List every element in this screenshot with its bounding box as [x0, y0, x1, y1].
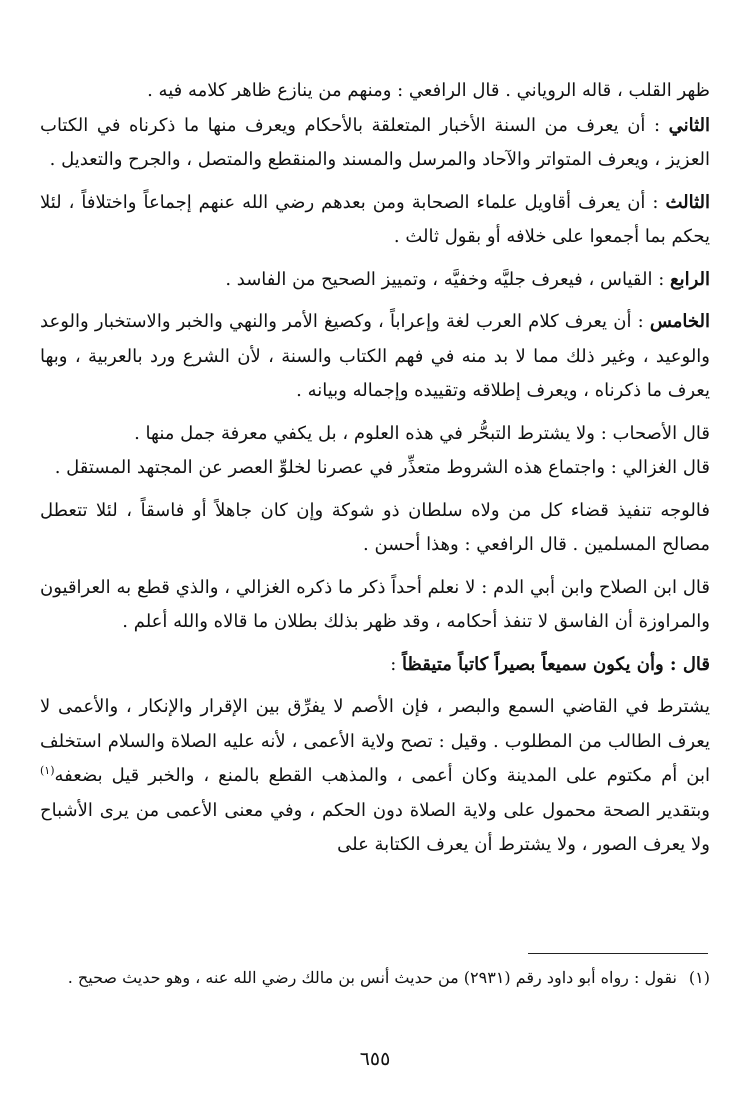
page-number: ٦٥٥	[359, 1048, 391, 1070]
paragraph-1: ظهر القلب ، قاله الروياني . قال الرافعي : ومنهم من ينازع ظاهر كلامه فيه .	[147, 80, 710, 101]
footnote-reference: (١)	[40, 764, 55, 777]
paragraph-4: الرابع : القياس ، فيعرف جليَّه وخفيَّه ، وتمييز الصحيح من الفاسد .	[225, 268, 710, 290]
footnote	[40, 962, 710, 993]
paragraph-label: الثالث	[665, 191, 710, 213]
section-heading: قال : وأن يكون سميعاً بصيراً كاتباً متيقظاً	[402, 653, 710, 675]
paragraph-label: الخامس	[649, 311, 710, 332]
footnote-text: نقول : رواه أبو داود رقم (٢٩٣١) من حديث أنس بن مالك رضي الله عنه ، وهو حديث صحيح .	[67, 968, 677, 987]
paragraph-11: يشترط في القاضي السمع والبصر ، فإن الأصم لا يفرِّق بين الإقرار والإنكار ، والأعمى لا يعرف الطالب من المطلوب . وقيل : تصح ولاية الأعمى ، لأنه عليه الصلاة والسلام استخلف ابن أم مكتوم على المدينة وكان أعمى ، والمذهب القطع بالمنع ، والخبر قيل بضعفه$^{(١)}$ وبتقدير الصحة محمول على ولاية الصلاة دون الحكم ، وفي معنى الأعمى من يرى الأشباح ولا يعرف الصور ، ولا يشترط أن يعرف الكتابة على	[40, 696, 710, 855]
paragraph-10: قال : وأن يكون سميعاً بصيراً كاتباً متيقظاً :	[390, 653, 710, 675]
paragraph-label: الثاني	[668, 114, 710, 136]
main-text	[40, 74, 710, 863]
paragraph-6: قال الأصحاب : ولا يشترط التبحُّر في هذه العلوم ، بل يكفي معرفة جمل منها .	[134, 422, 710, 444]
footnote-number: (١)	[688, 968, 710, 987]
paragraph-2: الثاني : أن يعرف من السنة الأخبار المتعلقة بالأحكام ويعرف منها ما ذكرناه في الكتاب العزيز ، ويعرف المتواتر والآحاد والمرسل والمسند والمنقطع والمتصل ، والجرح والتعديل .	[40, 114, 710, 170]
paragraph-7: قال الغزالي : واجتماع هذه الشروط متعذِّر في عصرنا لخلوِّ العصر عن المجتهد المستقل .	[54, 457, 710, 478]
paragraph-9: قال ابن الصلاح وابن أبي الدم : لا نعلم أحداً ذكر ما ذكره الغزالي ، والذي قطع به العراقيون والمراوزة أن الفاسق لا تنفذ أحكامه ، وقد ظهر بذلك بطلان ما قالاه والله أعلم .	[40, 576, 710, 632]
footnote-divider	[528, 953, 708, 954]
paragraph-5: الخامس : أن يعرف كلام العرب لغة وإعراباً ، وكصيغ الأمر والنهي والخبر والاستخبار والوعد والوعيد ، وغير ذلك مما لا بد منه في فهم الكتاب والسنة ، لأن الشرع ورد بالعربية ، وبها يعرف ما ذكرناه ، ويعرف إطلاقه وتقييده وإجماله وبيانه .	[40, 311, 710, 401]
paragraph-8: فالوجه تنفيذ قضاء كل من ولاه سلطان ذو شوكة وإن كان جاهلاً أو فاسقاً ، لئلا تتعطل مصالح المسلمين . قال الرافعي : وهذا أحسن .	[40, 499, 710, 555]
paragraph-label: الرابع	[669, 268, 710, 290]
paragraph-3: الثالث : أن يعرف أقاويل علماء الصحابة ومن بعدهم رضي الله عنهم إجماعاً واختلافاً ، لئلا يحكم بما أجمعوا على خلافه أو بقول ثالث .	[40, 191, 710, 247]
